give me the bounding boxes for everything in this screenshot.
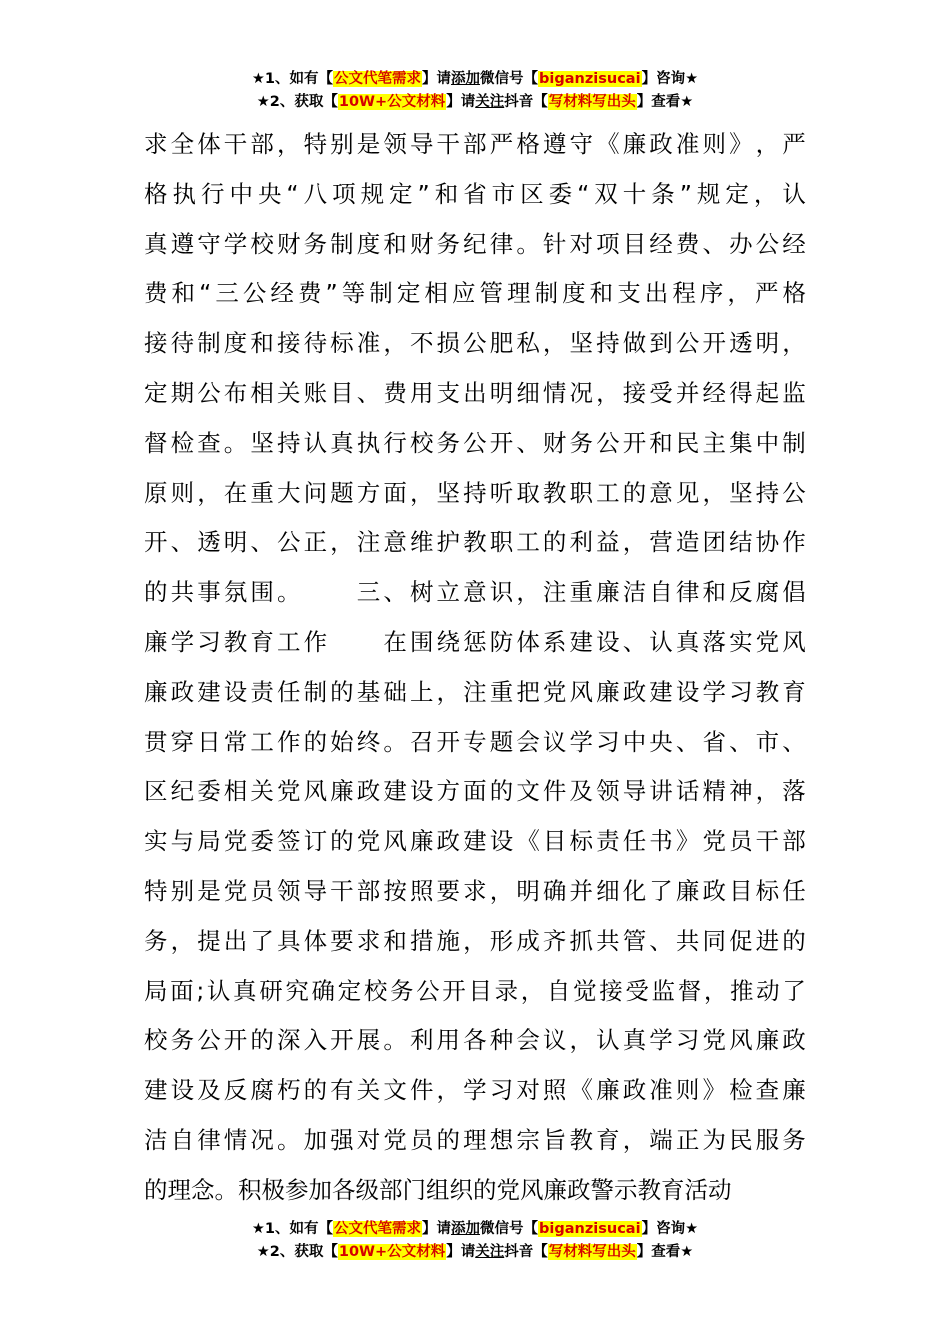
body-line: 的 共 事 氛 围 。 三 、 树 立 意 识 ， 注 重 廉 洁 自 律 和 反 腐 倡	[144, 578, 806, 607]
star-icon: ★	[256, 94, 270, 110]
body-line: 定 期 公 布 相 关 账 目 、 费 用 支 出 明 细 情 况 ， 接 受 并 经 得 起 监	[144, 378, 806, 407]
body-line: 洁 自 律 情 况 。 加 强 对 党 员 的 理 想 宗 旨 教 育 ， 端 正 为 民 服 务	[144, 1125, 806, 1154]
body-line: 廉 学 习 教 育 工 作 在 围 绕 惩 防 体 系 建 设 、 认 真 落 实 党 风	[144, 627, 806, 656]
wechat-id: biganzisucai	[539, 1221, 641, 1237]
star-icon: ★	[251, 1221, 265, 1237]
highlight-ghostwriting: 公文代笔需求	[334, 1221, 422, 1237]
banner-line-2: ★2、获取【10W+公文材料】请关注抖音【写材料写出头】查看★	[256, 1244, 694, 1260]
body-line: 局 面 ; 认 真 研 究 确 定 校 务 公 开 目 录 ， 自 觉 接 受 监 督 ， 推 动 了	[144, 976, 806, 1005]
body-line: 求 全 体 干 部 ， 特 别 是 领 导 干 部 严 格 遵 守 《 廉 政 准 则 》 ， 严	[144, 130, 806, 158]
header-banner	[0, 68, 950, 114]
star-icon: ★	[251, 71, 265, 87]
body-line: 格 执 行 中 央 “ 八 项 规 定 ” 和 省 市 区 委 “ 双 十 条 ” 规 定 ， 认	[144, 179, 806, 208]
body-line: 校 务 公 开 的 深 入 开 展 。 利 用 各 种 会 议 ， 认 真 学 习 党 风 廉 政	[144, 1026, 806, 1055]
banner-line-1: ★1、如有【公文代笔需求】请添加微信号【biganzisucai】咨询★	[251, 1221, 699, 1237]
banner-line-1: ★1、如有【公文代笔需求】请添加微信号【biganzisucai】咨询★	[251, 71, 699, 87]
footer-banner	[0, 1218, 950, 1264]
body-line: 真 遵 守 学 校 财 务 制 度 和 财 务 纪 律 。 针 对 项 目 经 费 、 办 公 经	[144, 229, 806, 258]
body-line: 督 检 查 。 坚 持 认 真 执 行 校 务 公 开 、 财 务 公 开 和 民 主 集 中 制	[144, 428, 806, 457]
body-line: 建 设 及 反 腐 朽 的 有 关 文 件 ， 学 习 对 照 《 廉 政 准 则 》 检 查 廉	[144, 1076, 806, 1105]
body-line: 实 与 局 党 委 签 订 的 党 风 廉 政 建 设 《 目 标 责 任 书 》 党 员 干 部	[144, 827, 806, 856]
body-line: 贯 穿 日 常 工 作 的 始 终 。 召 开 专 题 会 议 学 习 中 央 、 省 、 市 、	[144, 727, 806, 756]
wechat-id: biganzisucai	[539, 71, 641, 87]
document-body	[144, 120, 806, 1216]
highlight-ghostwriting: 公文代笔需求	[334, 71, 422, 87]
body-line: 特 别 是 党 员 领 导 干 部 按 照 要 求 ， 明 确 并 细 化 了 廉 政 目 标 任	[144, 876, 806, 905]
body-line: 费 和 “ 三 公 经 费 ” 等 制 定 相 应 管 理 制 度 和 支 出 程 序 ， 严 格	[144, 279, 806, 308]
douyin-account: 写材料写出头	[548, 1244, 636, 1260]
douyin-account: 写材料写出头	[548, 94, 636, 110]
body-line: 开 、 透 明 、 公 正 ， 注 意 维 护 教 职 工 的 利 益 ， 营 造 团 结 协 作	[144, 528, 806, 557]
highlight-materials: 10W+公文材料	[338, 1244, 446, 1260]
body-line: 务 ， 提 出 了 具 体 要 求 和 措 施 ， 形 成 齐 抓 共 管 、 共 同 促 进 的	[144, 926, 806, 955]
banner-line-2: ★2、获取【10W+公文材料】请关注抖音【写材料写出头】查看★	[256, 94, 694, 110]
body-line: 的理念。积极参加各级部门组织的党风廉政警示教育活动	[144, 1175, 732, 1204]
body-line: 接 待 制 度 和 接 待 标 准 ， 不 损 公 肥 私 ， 坚 持 做 到 公 开 透 明 ，	[144, 329, 806, 358]
body-line: 原 则 ， 在 重 大 问 题 方 面 ， 坚 持 听 取 教 职 工 的 意 见 ， 坚 持 公	[144, 478, 806, 507]
body-line: 廉 政 建 设 责 任 制 的 基 础 上 ， 注 重 把 党 风 廉 政 建 设 学 习 教 育	[144, 677, 806, 706]
star-icon: ★	[256, 1244, 270, 1260]
body-line: 区 纪 委 相 关 党 风 廉 政 建 设 方 面 的 文 件 及 领 导 讲 话 精 神 ， 落	[144, 777, 806, 806]
highlight-materials: 10W+公文材料	[338, 94, 446, 110]
